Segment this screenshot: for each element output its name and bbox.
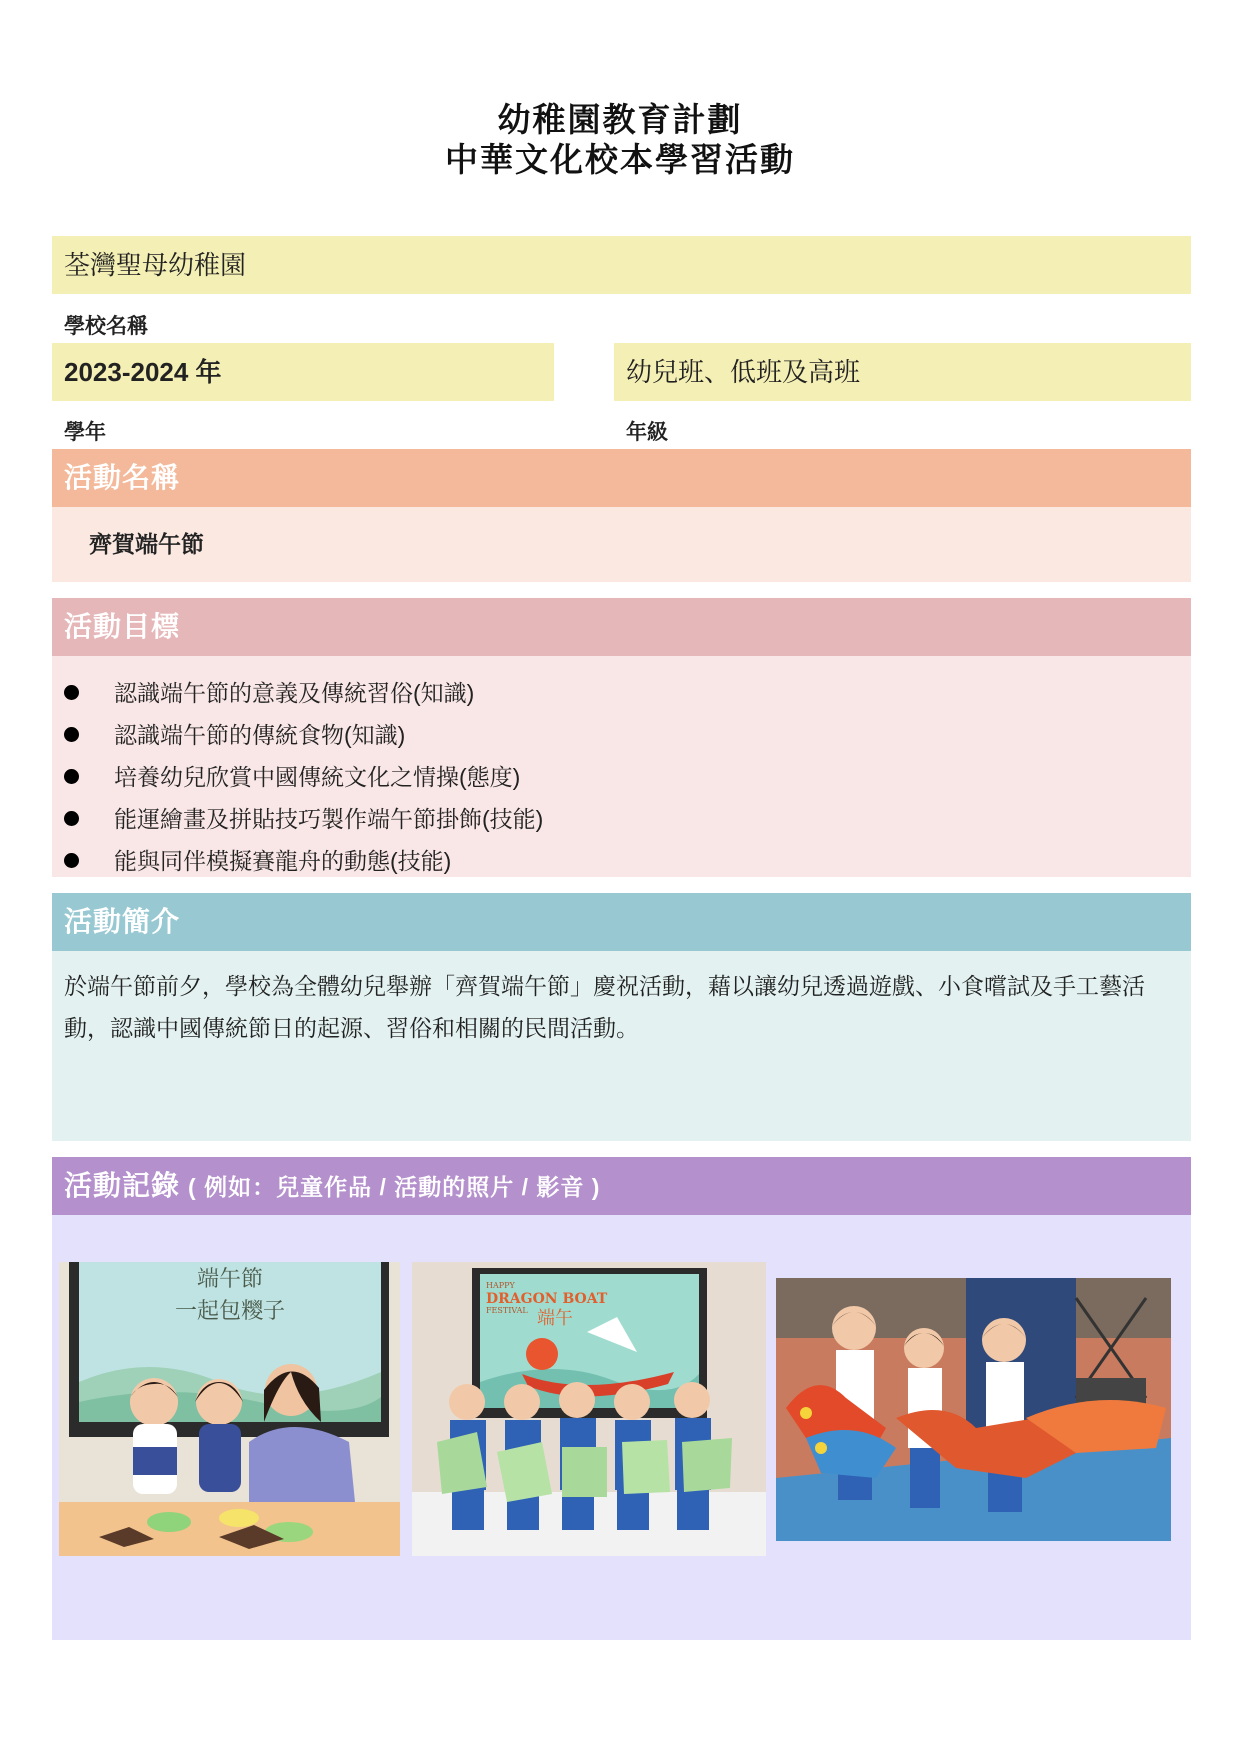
- activity-name-value: 齊賀端午節: [89, 531, 204, 557]
- activity-records-subheading: ( 例如：兒童作品 / 活動的照片 / 影音 ): [188, 1174, 601, 1200]
- activity-intro-body: [52, 951, 1191, 1141]
- goal-text: 能運繪畫及拼貼技巧製作端午節掛飾(技能): [114, 806, 544, 832]
- goals-list: [52, 656, 1191, 882]
- photo-dragon-costumes: [776, 1278, 1171, 1541]
- school-name-value: 荃灣聖母幼稚園: [64, 250, 247, 280]
- school-year-field: [52, 343, 554, 401]
- grade-value: 幼兒班、低班及高班: [626, 357, 861, 387]
- goal-item: [52, 672, 1191, 714]
- activity-records-header: [52, 1157, 1191, 1215]
- school-year-text: 2023-2024 年: [64, 357, 222, 387]
- activity-intro-text: 於端午節前夕，學校為全體幼兒舉辦「齊賀端午節」慶祝活動，藉以讓幼兒透過遊戲、小食嚐試及手工藝活動，認識中國傳統節日的起源、習俗和相關的民間活動。: [64, 973, 1145, 1041]
- title-line-1: 幼稚園教育計劃: [497, 101, 743, 138]
- goal-item: [52, 714, 1191, 756]
- activity-goals-heading: 活動目標: [64, 611, 181, 642]
- photo-1-caption-2: 一起包糭子: [174, 1299, 286, 1324]
- photo-2-caption-festival: FESTIVAL: [486, 1306, 528, 1315]
- school-year-label: 學年: [64, 421, 106, 444]
- activity-records-heading: 活動記錄: [64, 1170, 181, 1201]
- school-year-value: [52, 343, 554, 401]
- photo-dragon-boat-class: [412, 1262, 766, 1556]
- bullet-icon: [64, 727, 79, 742]
- title-line-2: 中華文化校本學習活動: [445, 141, 795, 178]
- activity-name-heading: 活動名稱: [64, 462, 181, 493]
- school-name-label: 學校名稱: [64, 315, 148, 338]
- photo-2-caption-happy: HAPPY: [486, 1281, 515, 1290]
- goal-text: 培養幼兒欣賞中國傳統文化之情操(態度): [114, 764, 521, 790]
- grade-field: [614, 343, 1191, 401]
- goal-item: [52, 756, 1191, 798]
- school-name-field: [52, 236, 1191, 294]
- bullet-icon: [64, 685, 79, 700]
- activity-intro-header: [52, 893, 1191, 951]
- goal-item: [52, 798, 1191, 840]
- photo-2-caption-chinese: 端午: [537, 1308, 573, 1329]
- bullet-icon: [64, 853, 79, 868]
- activity-goals-body: [52, 656, 1191, 877]
- goal-text: 認識端午節的傳統食物(知識): [114, 722, 406, 748]
- goal-item: [52, 840, 1191, 882]
- document-title: [0, 100, 1240, 180]
- goal-text: 認識端午節的意義及傳統習俗(知識): [114, 680, 475, 706]
- activity-intro-heading: 活動簡介: [64, 906, 181, 937]
- grade-label: 年級: [626, 421, 668, 444]
- activity-name-header: [52, 449, 1191, 507]
- photo-2-image: [412, 1262, 766, 1556]
- photo-3-image: [776, 1278, 1171, 1541]
- activity-name-body: [52, 507, 1191, 582]
- bullet-icon: [64, 811, 79, 826]
- photo-1-caption-1: 端午節: [196, 1267, 264, 1292]
- photo-1-image: [59, 1262, 400, 1556]
- photo-wrapping-zongzi: [59, 1262, 400, 1556]
- goal-text: 能與同伴模擬賽龍舟的動態(技能): [114, 848, 452, 874]
- bullet-icon: [64, 769, 79, 784]
- photo-2-caption-dragonboat: DRAGON BOAT: [486, 1291, 608, 1307]
- activity-goals-header: [52, 598, 1191, 656]
